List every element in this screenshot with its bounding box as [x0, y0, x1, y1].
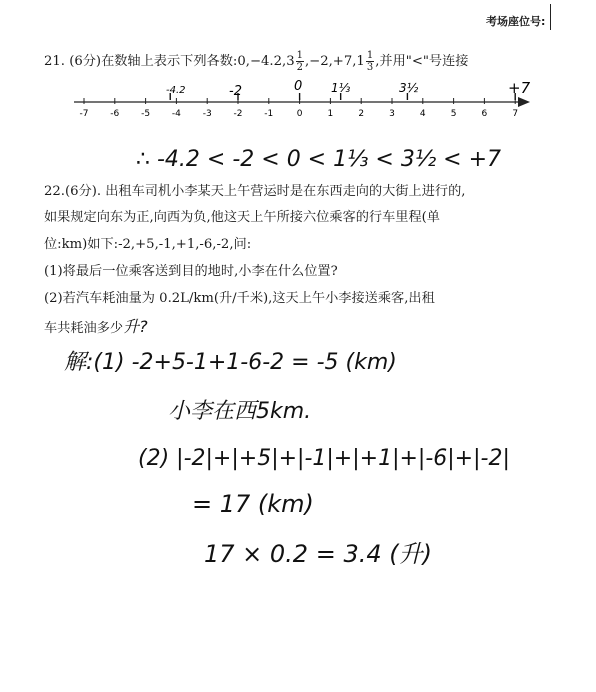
q21-n3: ,−2,+7,	[304, 54, 357, 69]
seat-divider	[550, 4, 551, 30]
hw-label-zero: 0	[294, 79, 303, 94]
q21-n4-whole: 1	[356, 54, 365, 69]
axis-tick-label: 0	[296, 109, 303, 119]
axis-arrow	[518, 97, 530, 107]
axis-tick-label: 3	[389, 109, 395, 119]
axis-tick-label: 5	[450, 109, 457, 119]
q21-points: (6分)	[69, 54, 102, 69]
q21-number: 21.	[44, 54, 65, 69]
axis-tick-label: 2	[358, 109, 365, 119]
q21-n2-fraction: $\frac{1}{2}$	[296, 50, 303, 73]
axis-tick-label: -1	[264, 109, 274, 119]
hw-label-one-third: 1⅓	[331, 81, 351, 95]
hw-label-neg2: -2	[229, 84, 242, 99]
hw-label-three-half: 3½	[399, 81, 419, 95]
q21-text-b: ,并用"<"号连接	[375, 54, 469, 69]
q21-prompt	[44, 50, 469, 73]
hw-inequality-answer: ∴ -4.2 < -2 < 0 < 1⅓ < 3½ < +7	[136, 147, 502, 172]
hw-solution-line-4: = 17 (km)	[192, 490, 314, 518]
axis-tick-label: -7	[79, 109, 89, 119]
q21-text-a: 在数轴上表示下列各数:0,	[101, 54, 250, 69]
hw-solution-line-5: 17 × 0.2 = 3.4 (升)	[204, 540, 432, 568]
axis-tick-label: 6	[481, 109, 488, 119]
q21-n2-whole: 3	[286, 54, 295, 69]
seat-number-label: 考场座位号:	[486, 15, 546, 28]
axis-tick-label: -4	[171, 109, 181, 119]
axis-tick-label: 1	[327, 109, 334, 119]
q22-line-3: 位:km)如下:-2,+5,-1,+1,-6,-2,问:	[44, 237, 252, 252]
axis-tick-label: 4	[419, 109, 426, 119]
hw-solution-line-1: 解:(1) -2+5-1+1-6-2 = -5 (km)	[64, 350, 397, 375]
q22-line-5: (2)若汽车耗油量为 0.2L/km(升/千米),这天上午小李接送乘客,出租	[44, 291, 435, 306]
q22-line-4: (1)将最后一位乘客送到目的地时,小李在什么位置?	[44, 264, 338, 279]
q22-line-1: 22.(6分). 出租车司机小李某天上午营运时是在东西走向的大街上进行的,	[44, 184, 466, 199]
axis-tick-label: 7	[512, 109, 519, 119]
axis-tick-label: -5	[141, 109, 151, 119]
axis-tick-label: -3	[202, 109, 212, 119]
axis-tick-label: -2	[233, 109, 243, 119]
q22-line-6-text: 车共耗油多少	[44, 321, 124, 336]
q22-line-6	[44, 314, 148, 337]
hw-label-neg42: -4.2	[166, 85, 186, 96]
hw-solution-line-3: (2) |-2|+|+5|+|-1|+|+1|+|-6|+|-2|	[138, 446, 510, 471]
hw-unit-liter: 升?	[123, 317, 148, 336]
hw-label-plus7: +7	[508, 79, 531, 97]
axis-tick-label: -6	[110, 109, 120, 119]
q22-line-2: 如果规定向东为正,向西为负,他这天上午所接六位乘客的行车里程(单	[44, 210, 440, 225]
q21-n1: −4.2,	[249, 54, 287, 69]
hw-solution-line-2: 小李在西5km.	[168, 399, 312, 424]
q21-n4-fraction: $\frac{1}{3}$	[366, 50, 374, 73]
